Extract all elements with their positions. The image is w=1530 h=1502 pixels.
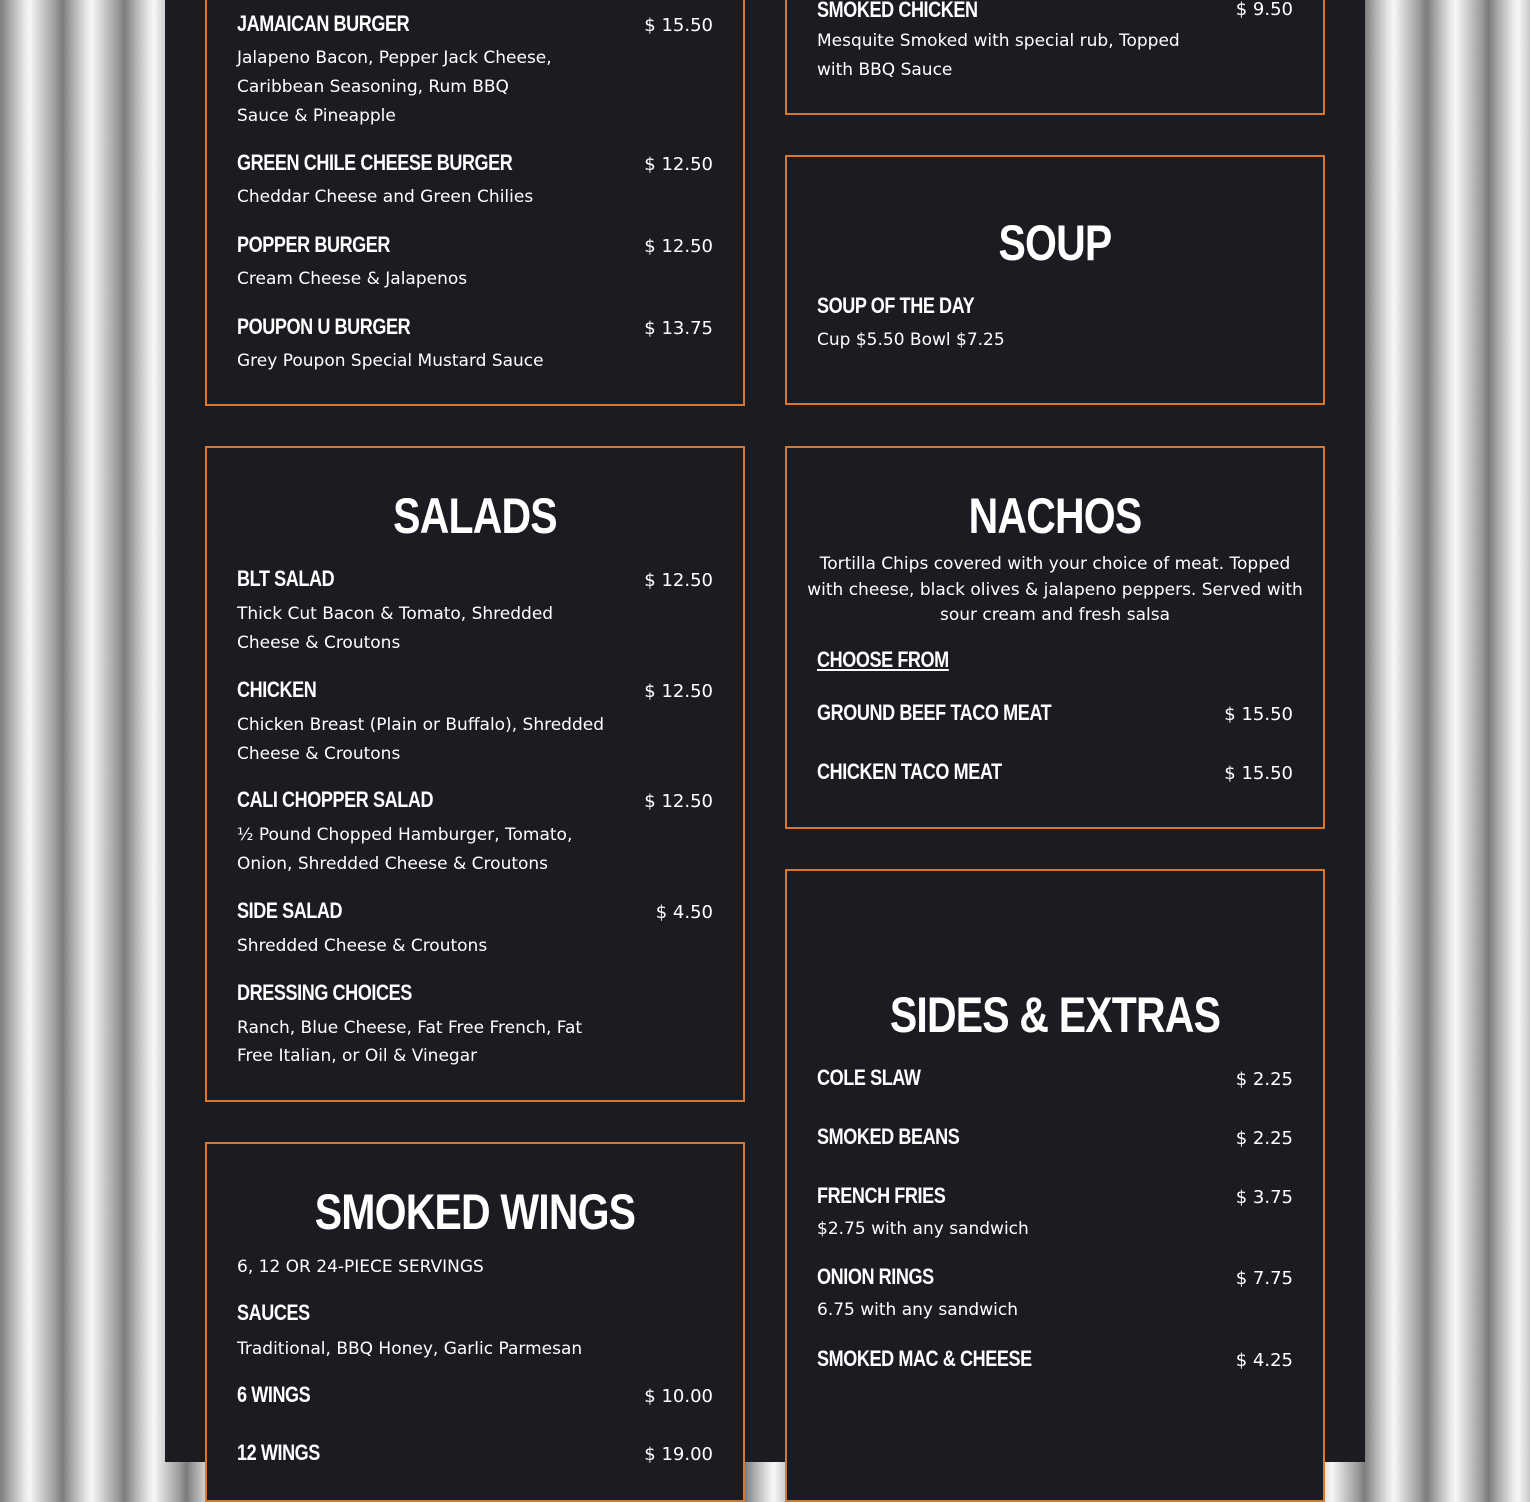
menu-item-name: SIDE SALAD xyxy=(237,898,343,923)
menu-item-name: FRENCH FRIES xyxy=(817,1183,946,1208)
menu-item-name: SMOKED CHICKEN xyxy=(817,0,978,22)
menu-item-price: $ 7.75 xyxy=(1235,1268,1293,1289)
section-title: SALADS xyxy=(393,488,557,544)
menu-item-name: CHICKEN xyxy=(237,677,317,702)
menu-item-desc: Cheddar Cheese and Green Chilies xyxy=(237,187,534,207)
menu-item-name: JAMAICAN BURGER xyxy=(237,11,410,36)
menu-item-name: SOUP OF THE DAY xyxy=(817,293,975,318)
menu-item-name: GREEN CHILE CHEESE BURGER xyxy=(237,150,513,175)
menu-item-name: CALI CHOPPER SALAD xyxy=(237,787,434,812)
menu-item-price: $ 12.50 xyxy=(644,681,713,702)
menu-item-desc: Shredded Cheese & Croutons xyxy=(237,936,488,956)
menu-item-name: POPPER BURGER xyxy=(237,232,391,257)
burgers-panel xyxy=(205,0,745,406)
menu-item-price: $ 12.50 xyxy=(644,154,713,175)
menu-item-desc: ½ Pound Chopped Hamburger, Tomato, Onion, Shredded Cheese & Croutons xyxy=(237,825,573,874)
menu-item-name: CHICKEN TACO MEAT xyxy=(817,759,1002,784)
menu-item-price: $ 15.50 xyxy=(644,15,713,36)
menu-item-name: COLE SLAW xyxy=(817,1065,921,1090)
menu-item-desc: $2.75 with any sandwich xyxy=(817,1219,1029,1239)
menu-item-price: $ 2.25 xyxy=(1235,1069,1293,1090)
smoked-chicken-panel xyxy=(785,0,1325,115)
menu-item-price: $ 3.75 xyxy=(1235,1187,1293,1208)
choose-from-label: CHOOSE FROM xyxy=(817,647,949,672)
menu-item-desc: Mesquite Smoked with special rub, Topped with BBQ Sauce xyxy=(817,31,1180,80)
section-title: SOUP xyxy=(998,215,1112,271)
menu-item-price: $ 12.50 xyxy=(644,236,713,257)
menu-item-price: $ 4.25 xyxy=(1235,1350,1293,1371)
menu-item-price: $ 13.75 xyxy=(644,318,713,339)
menu-item-name: POUPON U BURGER xyxy=(237,314,411,339)
soup-panel xyxy=(785,155,1325,405)
menu-item-name: GROUND BEEF TACO MEAT xyxy=(817,700,1052,725)
menu-item-price: $ 19.00 xyxy=(644,1444,713,1465)
menu-item-price: $ 15.50 xyxy=(1224,763,1293,784)
menu-item-name: SMOKED BEANS xyxy=(817,1124,960,1149)
sides-panel xyxy=(785,869,1325,1502)
menu-item-name: ONION RINGS xyxy=(817,1264,934,1289)
menu-item-price: $ 10.00 xyxy=(644,1386,713,1407)
menu-item-desc: Thick Cut Bacon & Tomato, Shredded Cheese & Croutons xyxy=(237,604,554,653)
menu-item-price: $ 2.25 xyxy=(1235,1128,1293,1149)
menu-item-name: 12 WINGS xyxy=(237,1440,320,1465)
menu-item-price: $ 12.50 xyxy=(644,570,713,591)
menu-item-desc: Grey Poupon Special Mustard Sauce xyxy=(237,351,544,371)
menu-item-name: 6 WINGS xyxy=(237,1382,311,1407)
menu-item-price: $ 12.50 xyxy=(644,791,713,812)
section-title: SIDES & EXTRAS xyxy=(889,987,1221,1043)
menu-item-price: $ 4.50 xyxy=(655,902,713,923)
menu-item-price: $ 15.50 xyxy=(1224,704,1293,725)
sauces-label: SAUCES xyxy=(237,1300,310,1325)
menu-item-desc: Ranch, Blue Cheese, Fat Free French, Fat Free Italian, or Oil & Vinegar xyxy=(237,1018,583,1066)
nachos-panel xyxy=(785,446,1325,829)
menu-item-price: $ 9.50 xyxy=(1235,0,1293,20)
section-title: SMOKED WINGS xyxy=(314,1184,636,1240)
section-intro: Tortilla Chips covered with your choice of meat. Topped with cheese, black olives & jalapeno peppers. Served with sour cream and fresh salsa xyxy=(807,554,1303,625)
menu-item-desc: Cup $5.50 Bowl $7.25 xyxy=(817,330,1005,350)
menu-item-desc: 6.75 with any sandwich xyxy=(817,1300,1018,1320)
menu-item-name: BLT SALAD xyxy=(237,566,335,591)
menu-page xyxy=(165,0,1365,1465)
servings-text: 6, 12 OR 24-PIECE SERVINGS xyxy=(237,1257,484,1277)
menu-item-name: SMOKED MAC & CHEESE xyxy=(817,1346,1032,1371)
menu-item-desc: Jalapeno Bacon, Pepper Jack Cheese, Caribbean Seasoning, Rum BBQ Sauce & Pineapple xyxy=(237,48,552,126)
wings-panel xyxy=(205,1142,745,1502)
sauces-list: Traditional, BBQ Honey, Garlic Parmesan xyxy=(237,1339,583,1359)
menu-item-name: DRESSING CHOICES xyxy=(237,980,412,1005)
menu-item-desc: Cream Cheese & Jalapenos xyxy=(237,269,468,289)
salads-panel xyxy=(205,446,745,1102)
menu-item-desc: Chicken Breast (Plain or Buffalo), Shredded Cheese & Croutons xyxy=(237,715,604,764)
section-title: NACHOS xyxy=(968,488,1142,544)
